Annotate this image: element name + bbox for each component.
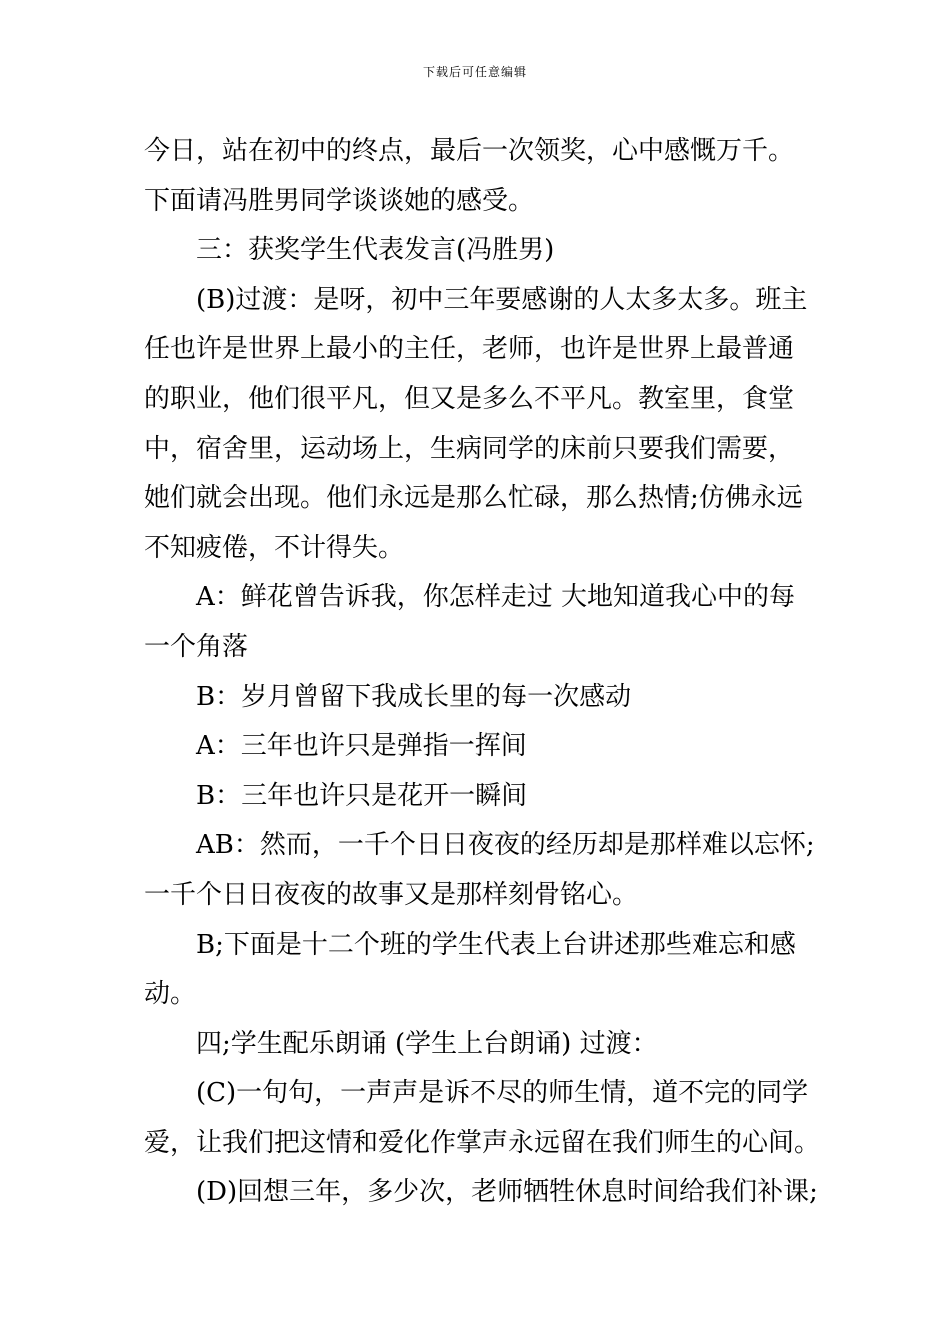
text-line: (C)一句句，一声声是诉不尽的师生情，道不完的同学 (196, 1078, 809, 1109)
text-line: A：三年也许只是弹指一挥间 (196, 731, 527, 762)
text-line: 四;学生配乐朗诵 (学生上台朗诵) 过渡： (196, 1028, 658, 1059)
paragraph (144, 673, 824, 723)
paragraph (144, 821, 824, 920)
text-line: 她们就会出现。他们永远是那么忙碌，那么热情;仿佛永远 (144, 483, 803, 514)
text-line: 下面请冯胜男同学谈谈她的感受。 (144, 185, 535, 216)
text-line: AB：然而，一千个日日夜夜的经历却是那样难以忘怀; (196, 830, 815, 861)
paragraph-section-heading (144, 226, 824, 276)
text-line: 爱，让我们把这情和爱化作掌声永远留在我们师生的心间。 (144, 1127, 821, 1158)
text-line: 的职业，他们很平凡，但又是多么不平凡。教室里，食堂 (144, 383, 795, 414)
text-line: 中，宿舍里，运动场上，生病同学的床前只要我们需要， (144, 433, 795, 464)
text-line: B;下面是十二个班的学生代表上台讲述那些难忘和感 (196, 929, 796, 960)
paragraph (144, 1069, 824, 1168)
text-line: 不知疲倦，不计得失。 (144, 532, 405, 563)
text-line: 任也许是世界上最小的主任，老师，也许是世界上最普通 (144, 334, 795, 365)
text-line: 一千个日日夜夜的故事又是那样刻骨铭心。 (144, 879, 639, 910)
text-line: 动。 (144, 979, 197, 1010)
paragraph (144, 276, 824, 574)
text-line: 一个角落 (144, 631, 249, 662)
paragraph (144, 921, 824, 1020)
paragraph (144, 127, 824, 226)
paragraph (144, 772, 824, 822)
text-line: B：岁月曾留下我成长里的每一次感动 (196, 681, 632, 712)
text-line: B：三年也许只是花开一瞬间 (196, 780, 528, 811)
paragraph (144, 573, 824, 672)
document-body (144, 127, 824, 1218)
text-line: 三：获奖学生代表发言(冯胜男) (196, 235, 555, 266)
text-line: (B)过渡：是呀，初中三年要感谢的人太多太多。班主 (196, 284, 808, 315)
paragraph (144, 1168, 824, 1218)
text-line: A：鲜花曾告诉我，你怎样走过 大地知道我心中的每 (196, 582, 796, 613)
paragraph (144, 722, 824, 772)
text-line: 今日，站在初中的终点，最后一次领奖，心中感慨万千。 (144, 136, 795, 166)
text-line: (D)回想三年，多少次，老师牺牲休息时间给我们补课; (196, 1177, 818, 1208)
paragraph-section-heading (144, 1020, 824, 1070)
page-header: 下载后可任意编辑 (422, 65, 527, 79)
